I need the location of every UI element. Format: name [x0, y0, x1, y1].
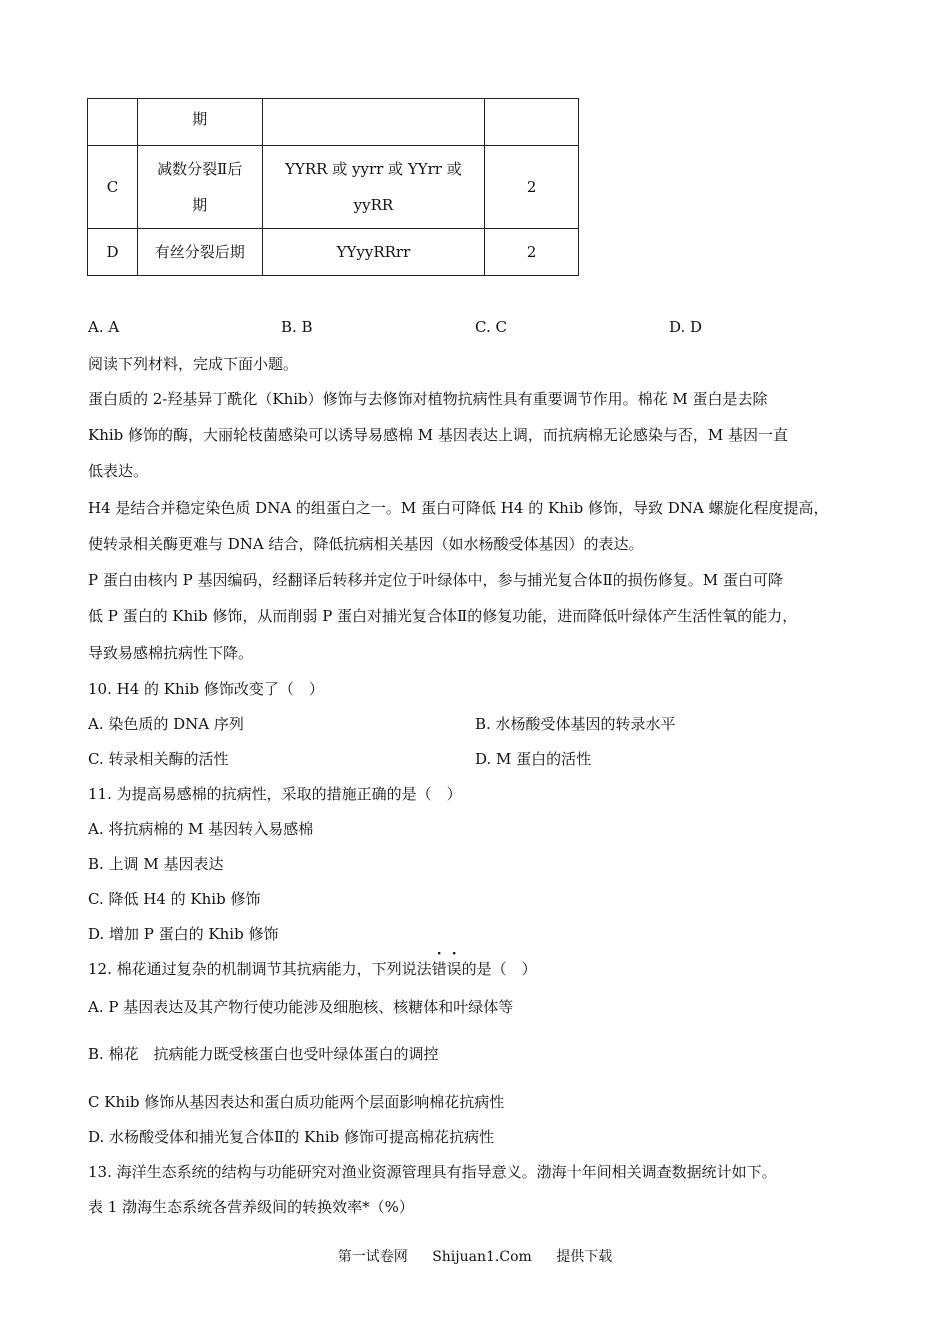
- q9-option-d: D. D: [669, 318, 703, 336]
- table-cell: YYyyRRrr: [262, 229, 485, 276]
- q10-option-d: D. M 蛋白的活性: [475, 750, 592, 768]
- footer-site-name: 第一试卷网: [337, 1249, 408, 1265]
- material-line: 导致易感棉抗病性下降。: [88, 644, 254, 662]
- q12-option-b: B. 棉花 抗病能力既受核蛋白也受叶绿体蛋白的调控: [88, 1045, 439, 1063]
- material-line: P 蛋白由核内 P 基因编码，经翻译后转移并定位于叶绿体中，参与捕光复合体Ⅱ的损伤修复。M 蛋白可降: [88, 571, 783, 589]
- material-line: H4 是结合并稳定染色质 DNA 的组蛋白之一。M 蛋白可降低 H4 的 Khib 修饰，导致 DNA 螺旋化程度提高，: [88, 499, 829, 517]
- table-cell: [485, 99, 579, 146]
- q9-option-b: B. B: [281, 318, 313, 336]
- q12-option-d: D. 水杨酸受体和捕光复合体Ⅱ的 Khib 修饰可提高棉花抗病性: [88, 1128, 495, 1146]
- cell-line: YYRR 或 yyrr 或 YYrr 或: [285, 160, 462, 178]
- emphasis-char: 错: [431, 960, 447, 978]
- page-footer: [0, 1246, 950, 1266]
- q11-option-a: A. 将抗病棉的 M 基因转入易感棉: [88, 820, 314, 838]
- table-cell: 2: [485, 229, 579, 276]
- footer-site-domain: Shijuan1.Com: [432, 1249, 532, 1265]
- q10-option-b: B. 水杨酸受体基因的转录水平: [475, 715, 676, 733]
- table-cell: 有丝分裂后期: [137, 229, 262, 276]
- q12-stem-text: 12. 棉花通过复杂的机制调节其抗病能力，下列说法: [88, 960, 432, 978]
- emphasis-char: 误: [446, 960, 462, 978]
- q11-option-d: D. 增加 P 蛋白的 Khib 修饰: [88, 925, 279, 943]
- table-cell: C: [88, 146, 138, 229]
- q11-stem: 11. 为提高易感棉的抗病性，采取的措施正确的是（ ）: [88, 785, 462, 803]
- table-cell: 期: [137, 99, 262, 146]
- table-cell: D: [88, 229, 138, 276]
- q9-option-a: A. A: [88, 318, 120, 336]
- cell-line: 减数分裂Ⅱ后: [157, 160, 243, 178]
- material-line: 低 P 蛋白的 Khib 修饰，从而削弱 P 蛋白对捕光复合体Ⅱ的修复功能，进而降低叶绿体产生活性氧的能力，: [88, 607, 798, 625]
- answer-table: [87, 98, 579, 276]
- table-row: [88, 146, 579, 229]
- cell-line: 期: [192, 196, 208, 214]
- q11-option-b: B. 上调 M 基因表达: [88, 855, 224, 873]
- q13-stem: 13. 海洋生态系统的结构与功能研究对渔业资源管理具有指导意义。渤海十年间相关调查数据统计如下。: [88, 1163, 777, 1181]
- material-line: 蛋白质的 2-羟基异丁酰化（Khib）修饰与去修饰对植物抗病性具有重要调节作用。棉花 M 蛋白是去除: [88, 390, 768, 408]
- cell-line: yyRR: [353, 196, 394, 214]
- material-line: 低表达。: [88, 462, 149, 480]
- table-cell: [137, 146, 262, 229]
- q10-option-a: A. 染色质的 DNA 序列: [88, 715, 244, 733]
- q9-option-c: C. C: [475, 318, 507, 336]
- table-cell: 2: [485, 146, 579, 229]
- q11-option-c: C. 降低 H4 的 Khib 修饰: [88, 890, 261, 908]
- footer-download-text: 提供下载: [556, 1249, 613, 1265]
- table-title: 表 1 渤海生态系统各营养级间的转换效率*（%）: [88, 1198, 414, 1216]
- table-cell: [88, 99, 138, 146]
- q10-stem: 10. H4 的 Khib 修饰改变了（ ）: [88, 680, 324, 698]
- q12-stem: [88, 958, 537, 979]
- q12-option-a: A. P 基因表达及其产物行使功能涉及细胞核、核糖体和叶绿体等: [88, 998, 514, 1016]
- q12-option-c: C Khib 修饰从基因表达和蛋白质功能两个层面影响棉花抗病性: [88, 1093, 505, 1111]
- table-row: [88, 99, 579, 146]
- table-row: [88, 229, 579, 276]
- material-line: 使转录相关酶更难与 DNA 结合，降低抗病相关基因（如水杨酸受体基因）的表达。: [88, 535, 644, 553]
- q10-option-c: C. 转录相关酶的活性: [88, 750, 229, 768]
- reading-intro: 阅读下列材料，完成下面小题。: [88, 355, 299, 373]
- material-line: Khib 修饰的酶，大丽轮枝菌感染可以诱导易感棉 M 基因表达上调，而抗病棉无论感染与否，M 基因一直: [88, 426, 789, 444]
- table-cell: [262, 146, 485, 229]
- q12-stem-text: 的是（ ）: [461, 960, 537, 978]
- table-cell: [262, 99, 485, 146]
